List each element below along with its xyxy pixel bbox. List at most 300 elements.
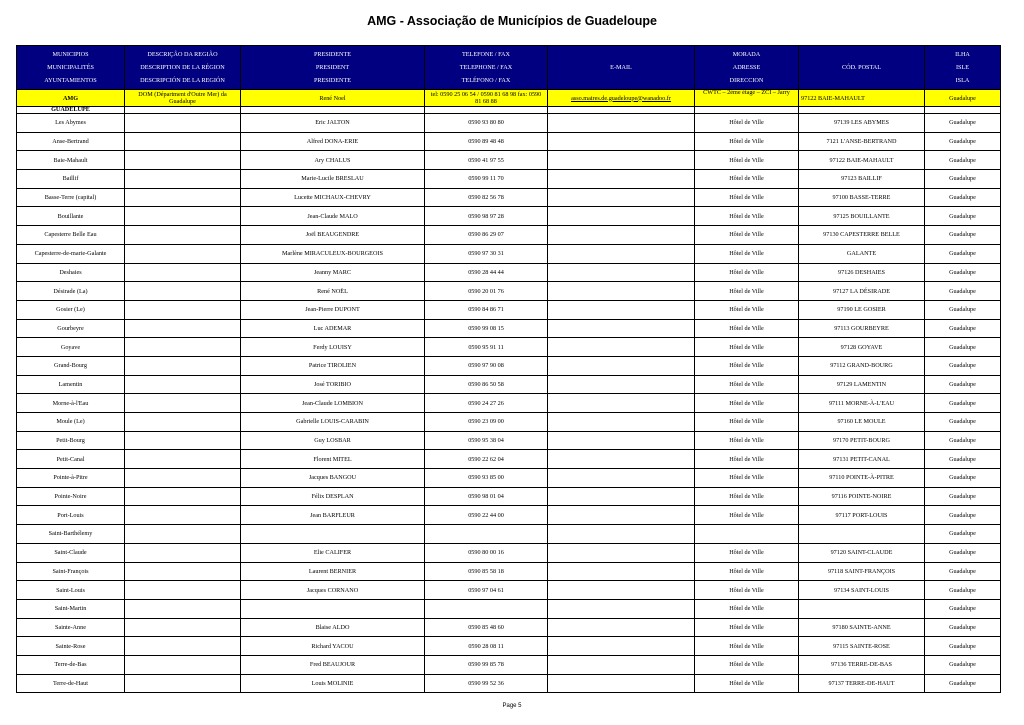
cell-phone: 0590 95 38 04	[425, 431, 548, 450]
table-row	[17, 338, 1001, 357]
cell-region	[125, 525, 241, 544]
cell-postal: 97116 POINTE-NOIRE	[799, 487, 925, 506]
table-row	[17, 450, 1001, 469]
cell-email[interactable]	[548, 431, 695, 450]
cell-president: Gabrielle LOUIS-CARABIN	[241, 413, 425, 432]
group-label-row	[17, 107, 1001, 114]
cell-president: Luc ADEMAR	[241, 319, 425, 338]
cell-postal: 97129 LAMENTIN	[799, 375, 925, 394]
cell-region	[125, 132, 241, 151]
cell-president: Elie CALIFER	[241, 543, 425, 562]
cell-island: Guadalupe	[925, 375, 1001, 394]
header-row	[17, 46, 1001, 90]
cell-municipality: Pointe-Noire	[17, 487, 125, 506]
cell-phone	[425, 599, 548, 618]
cell-address: Hôtel de Ville	[695, 282, 799, 301]
table-row	[17, 562, 1001, 581]
cell-president: Félix DESPLAN	[241, 487, 425, 506]
cell-address: Hôtel de Ville	[695, 674, 799, 693]
cell-address: Hôtel de Ville	[695, 188, 799, 207]
cell-postal: GALANTE	[799, 244, 925, 263]
cell-address: Hôtel de Ville	[695, 431, 799, 450]
table-row	[17, 263, 1001, 282]
cell-region	[125, 114, 241, 133]
cell-email[interactable]	[548, 132, 695, 151]
cell-phone: 0590 97 30 31	[425, 244, 548, 263]
cell-president: Jean-Claude LOMBION	[241, 394, 425, 413]
cell-address: Hôtel de Ville	[695, 151, 799, 170]
header-line: MORADA	[732, 51, 761, 58]
cell-region	[125, 282, 241, 301]
table-row	[17, 674, 1001, 693]
cell-island: Guadalupe	[925, 450, 1001, 469]
cell-phone: 0590 97 04 61	[425, 581, 548, 600]
cell-island: Guadalupe	[925, 562, 1001, 581]
cell-postal: 97122 BAIE-MAHAULT	[799, 151, 925, 170]
header-line: PRESIDENTE	[313, 77, 352, 84]
amg-address: CWTC – 2ème étage – ZCI – Jarry	[695, 90, 799, 107]
cell-island: Guadalupe	[925, 581, 1001, 600]
table-row	[17, 188, 1001, 207]
cell-island: Guadalupe	[925, 469, 1001, 488]
cell-email[interactable]	[548, 319, 695, 338]
cell-postal: 97123 BAILLIF	[799, 170, 925, 189]
cell-address: Hôtel de Ville	[695, 413, 799, 432]
cell-email[interactable]	[548, 282, 695, 301]
cell-region	[125, 599, 241, 618]
cell-phone: 0590 93 85 00	[425, 469, 548, 488]
cell-municipality: Baillif	[17, 170, 125, 189]
cell-email[interactable]	[548, 394, 695, 413]
page-number: Page 5	[502, 703, 522, 709]
cell-address: Hôtel de Ville	[695, 300, 799, 319]
cell-phone: 0590 93 80 80	[425, 114, 548, 133]
cell-president: Jacques CORNANO	[241, 581, 425, 600]
header-line: TELEFONE / FAX	[461, 51, 510, 58]
table-row	[17, 319, 1001, 338]
cell-postal	[799, 525, 925, 544]
header-email	[548, 46, 695, 90]
cell-postal	[799, 599, 925, 618]
cell-region	[125, 543, 241, 562]
cell-address: Hôtel de Ville	[695, 207, 799, 226]
cell-phone	[425, 525, 548, 544]
table-row	[17, 599, 1001, 618]
cell-postal: 97111 MORNE-À-L'EAU	[799, 394, 925, 413]
cell-region	[125, 581, 241, 600]
cell-island: Guadalupe	[925, 170, 1001, 189]
cell-island: Guadalupe	[925, 244, 1001, 263]
cell-president: Blaise ALDO	[241, 618, 425, 637]
cell-email[interactable]	[548, 207, 695, 226]
cell-address: Hôtel de Ville	[695, 562, 799, 581]
cell-municipality: Lamentin	[17, 375, 125, 394]
cell-region	[125, 431, 241, 450]
cell-email[interactable]	[548, 543, 695, 562]
cell-email[interactable]	[548, 300, 695, 319]
cell-municipality: Morne-à-l'Eau	[17, 394, 125, 413]
cell-email[interactable]	[548, 506, 695, 525]
cell-email[interactable]	[548, 114, 695, 133]
cell-president: Jean-Claude MALO	[241, 207, 425, 226]
cell-email[interactable]	[548, 655, 695, 674]
cell-email[interactable]	[548, 562, 695, 581]
cell-postal: 97127 LA DÉSIRADE	[799, 282, 925, 301]
table-row	[17, 655, 1001, 674]
cell-phone: 0590 85 58 18	[425, 562, 548, 581]
cell-president: Ferdy LOUISY	[241, 338, 425, 357]
cell-region	[125, 207, 241, 226]
cell-region	[125, 338, 241, 357]
cell-email[interactable]	[548, 356, 695, 375]
cell-email[interactable]	[548, 674, 695, 693]
cell-president: Jean BARFLEUR	[241, 506, 425, 525]
cell-email[interactable]	[548, 226, 695, 245]
cell-municipality: Saint-Claude	[17, 543, 125, 562]
cell-president: Laurent BERNIER	[241, 562, 425, 581]
header-line: DESCRIPCIÓN DE LA REGIÓN	[140, 77, 225, 84]
cell-postal: 97110 POINTE-À-PITRE	[799, 469, 925, 488]
table-row	[17, 282, 1001, 301]
cell-island: Guadalupe	[925, 263, 1001, 282]
cell-address: Hôtel de Ville	[695, 170, 799, 189]
cell-municipality: Petit-Canal	[17, 450, 125, 469]
cell-email[interactable]	[548, 263, 695, 282]
table-row	[17, 114, 1001, 133]
cell-island: Guadalupe	[925, 413, 1001, 432]
cell-municipality: Basse-Terre (capital)	[17, 188, 125, 207]
table-row	[17, 170, 1001, 189]
cell-municipality: Pointe-à-Pitre	[17, 469, 125, 488]
cell-island: Guadalupe	[925, 599, 1001, 618]
amg-row	[17, 90, 1001, 107]
cell-municipality: Sainte-Rose	[17, 637, 125, 656]
amg-email-link[interactable]: asso.maires.de.guadeloupe@wanadoo.fr	[548, 90, 695, 107]
header-phone	[425, 46, 548, 90]
cell-island: Guadalupe	[925, 282, 1001, 301]
cell-address: Hôtel de Ville	[695, 581, 799, 600]
cell-address: Hôtel de Ville	[695, 356, 799, 375]
cell-island: Guadalupe	[925, 487, 1001, 506]
cell-president: Jean-Pierre DUPONT	[241, 300, 425, 319]
cell-region	[125, 562, 241, 581]
cell-email[interactable]	[548, 450, 695, 469]
cell-postal: 97118 SAINT-FRANÇOIS	[799, 562, 925, 581]
cell-municipality: Anse-Bertrand	[17, 132, 125, 151]
table-row	[17, 581, 1001, 600]
header-municipality	[17, 46, 125, 90]
cell-address: Hôtel de Ville	[695, 114, 799, 133]
cell-postal: 97112 GRAND-BOURG	[799, 356, 925, 375]
cell-phone: 0590 24 27 26	[425, 394, 548, 413]
cell-region	[125, 226, 241, 245]
table-row	[17, 244, 1001, 263]
table-row	[17, 543, 1001, 562]
cell-president	[241, 599, 425, 618]
cell-phone: 0590 95 91 11	[425, 338, 548, 357]
cell-phone: 0590 22 62 04	[425, 450, 548, 469]
header-line: E-MAIL	[610, 64, 632, 71]
header-line: ADRESSE	[732, 64, 761, 71]
cell-phone: 0590 99 85 78	[425, 655, 548, 674]
cell-island: Guadalupe	[925, 618, 1001, 637]
cell-president: Jeanny MARC	[241, 263, 425, 282]
cell-municipality: Moule (Le)	[17, 413, 125, 432]
cell-president: Fred BEAUJOUR	[241, 655, 425, 674]
header-region	[125, 46, 241, 90]
cell-address: Hôtel de Ville	[695, 637, 799, 656]
cell-postal: 97100 BASSE-TERRE	[799, 188, 925, 207]
cell-phone: 0590 99 52 36	[425, 674, 548, 693]
cell-address: Hôtel de Ville	[695, 599, 799, 618]
cell-address: Hôtel de Ville	[695, 226, 799, 245]
cell-president: Alfred DONA-ERIE	[241, 132, 425, 151]
cell-postal: 97190 LE GOSIER	[799, 300, 925, 319]
cell-region	[125, 487, 241, 506]
table-row	[17, 413, 1001, 432]
cell-municipality: Port-Louis	[17, 506, 125, 525]
cell-phone: 0590 89 48 48	[425, 132, 548, 151]
cell-postal: 97117 PORT-LOUIS	[799, 506, 925, 525]
cell-island: Guadalupe	[925, 543, 1001, 562]
cell-region	[125, 356, 241, 375]
cell-municipality: Goyave	[17, 338, 125, 357]
amg-region: DOM (Départment d'Outre Mer) da Guadalupe	[125, 90, 241, 107]
header-line: ILHA	[955, 51, 970, 58]
cell-address: Hôtel de Ville	[695, 655, 799, 674]
cell-region	[125, 188, 241, 207]
table-row	[17, 525, 1001, 544]
header-line: DIRECCION	[729, 77, 764, 84]
cell-address: Hôtel de Ville	[695, 319, 799, 338]
header-line: PRESIDENTE	[313, 51, 352, 58]
cell-email[interactable]	[548, 170, 695, 189]
table-row	[17, 637, 1001, 656]
cell-email[interactable]	[548, 581, 695, 600]
cell-president: José TORIBIO	[241, 375, 425, 394]
table-row	[17, 300, 1001, 319]
cell-island: Guadalupe	[925, 132, 1001, 151]
cell-island: Guadalupe	[925, 207, 1001, 226]
cell-postal: 97128 GOYAVE	[799, 338, 925, 357]
cell-region	[125, 413, 241, 432]
cell-phone: 0590 80 00 16	[425, 543, 548, 562]
cell-municipality: Terre-de-Bas	[17, 655, 125, 674]
cell-phone: 0590 99 11 70	[425, 170, 548, 189]
cell-postal: 97130 CAPESTERRE BELLE	[799, 226, 925, 245]
cell-island: Guadalupe	[925, 637, 1001, 656]
cell-phone: 0590 97 90 08	[425, 356, 548, 375]
cell-municipality: Capesterre-de-marie-Galante	[17, 244, 125, 263]
cell-municipality: Saint-Martin	[17, 599, 125, 618]
cell-president: Florent MITEL	[241, 450, 425, 469]
cell-region	[125, 618, 241, 637]
table-row	[17, 226, 1001, 245]
amg-postal: 97122 BAIE-MAHAULT	[799, 90, 925, 107]
cell-municipality: Grand-Bourg	[17, 356, 125, 375]
header-line: DESCRIPTION DE LA RÉGION	[140, 64, 225, 71]
cell-phone: 0590 98 01 04	[425, 487, 548, 506]
header-line: ISLE	[955, 64, 970, 71]
table-row	[17, 356, 1001, 375]
cell-municipality: Gosier (Le)	[17, 300, 125, 319]
table-row	[17, 487, 1001, 506]
table-row	[17, 618, 1001, 637]
cell-phone: 0590 23 09 00	[425, 413, 548, 432]
cell-address: Hôtel de Ville	[695, 506, 799, 525]
table-row	[17, 151, 1001, 170]
cell-region	[125, 674, 241, 693]
cell-postal: 97136 TERRE-DE-BAS	[799, 655, 925, 674]
amg-name: AMG	[17, 90, 125, 107]
cell-phone: 0590 98 97 28	[425, 207, 548, 226]
cell-island: Guadalupe	[925, 300, 1001, 319]
group-label: GUADELUPE	[17, 107, 125, 114]
cell-president: René NOËL	[241, 282, 425, 301]
cell-address: Hôtel de Ville	[695, 394, 799, 413]
cell-phone: 0590 20 01 76	[425, 282, 548, 301]
cell-address: Hôtel de Ville	[695, 132, 799, 151]
cell-postal: 97180 SAINTE-ANNE	[799, 618, 925, 637]
cell-email[interactable]	[548, 469, 695, 488]
cell-region	[125, 170, 241, 189]
cell-postal: 97137 TERRE-DE-HAUT	[799, 674, 925, 693]
cell-municipality: Baie-Mahault	[17, 151, 125, 170]
cell-address	[695, 525, 799, 544]
cell-address: Hôtel de Ville	[695, 487, 799, 506]
cell-region	[125, 375, 241, 394]
table-row	[17, 469, 1001, 488]
cell-postal: 97126 DESHAIES	[799, 263, 925, 282]
cell-municipality: Gourbeyre	[17, 319, 125, 338]
cell-municipality: Saint-François	[17, 562, 125, 581]
cell-email[interactable]	[548, 637, 695, 656]
cell-island: Guadalupe	[925, 338, 1001, 357]
cell-region	[125, 319, 241, 338]
cell-island: Guadalupe	[925, 114, 1001, 133]
cell-email[interactable]	[548, 244, 695, 263]
header-line: CÓD. POSTAL	[841, 64, 882, 71]
cell-island: Guadalupe	[925, 394, 1001, 413]
header-postal	[799, 46, 925, 90]
cell-email[interactable]	[548, 188, 695, 207]
cell-address: Hôtel de Ville	[695, 338, 799, 357]
cell-phone: 0590 28 08 11	[425, 637, 548, 656]
cell-island: Guadalupe	[925, 431, 1001, 450]
header-president	[241, 46, 425, 90]
table-row	[17, 207, 1001, 226]
cell-address: Hôtel de Ville	[695, 618, 799, 637]
cell-email[interactable]	[548, 151, 695, 170]
cell-address: Hôtel de Ville	[695, 450, 799, 469]
cell-municipality: Saint-Louis	[17, 581, 125, 600]
cell-president: Marlène MIRACULEUX-BOURGEOIS	[241, 244, 425, 263]
cell-president: Louis MOLINIE	[241, 674, 425, 693]
amg-island: Guadalupe	[925, 90, 1001, 107]
cell-island: Guadalupe	[925, 188, 1001, 207]
cell-island: Guadalupe	[925, 319, 1001, 338]
cell-address: Hôtel de Ville	[695, 543, 799, 562]
header-line: AYUNTAMIENTOS	[44, 77, 97, 84]
table-row	[17, 375, 1001, 394]
cell-email[interactable]	[548, 375, 695, 394]
cell-president: Marie-Lucile BRESLAU	[241, 170, 425, 189]
cell-address: Hôtel de Ville	[695, 375, 799, 394]
cell-president: Eric JALTON	[241, 114, 425, 133]
amg-president: René Noel	[241, 90, 425, 107]
table-row	[17, 431, 1001, 450]
cell-island: Guadalupe	[925, 151, 1001, 170]
cell-region	[125, 506, 241, 525]
table-row	[17, 394, 1001, 413]
cell-municipality: Désirade (La)	[17, 282, 125, 301]
cell-phone: 0590 41 97 55	[425, 151, 548, 170]
header-line: MUNICIPIOS	[52, 51, 89, 58]
cell-municipality: Terre-de-Haut	[17, 674, 125, 693]
cell-municipality: Capesterre Belle Eau	[17, 226, 125, 245]
cell-phone: 0590 28 44 44	[425, 263, 548, 282]
amg-phone: tel: 0590 25 06 54 / 0590 81 68 98 fax: 0590 81 68 88	[425, 90, 548, 107]
cell-president: Patrice TIROLIEN	[241, 356, 425, 375]
header-line: DESCRIÇÃO DA REGIÃO	[147, 51, 218, 58]
cell-municipality: Sainte-Anne	[17, 618, 125, 637]
cell-phone: 0590 84 86 71	[425, 300, 548, 319]
header-line: ISLA	[955, 77, 970, 84]
cell-postal: 97120 SAINT-CLAUDE	[799, 543, 925, 562]
cell-president	[241, 525, 425, 544]
cell-president: Lucette MICHAUX-CHEVRY	[241, 188, 425, 207]
cell-email[interactable]	[548, 599, 695, 618]
cell-island: Guadalupe	[925, 226, 1001, 245]
table-row	[17, 506, 1001, 525]
cell-address: Hôtel de Ville	[695, 244, 799, 263]
cell-postal: 97131 PETIT-CANAL	[799, 450, 925, 469]
header-line: MUNICIPALITÉS	[47, 64, 94, 71]
cell-president: Richard YACOU	[241, 637, 425, 656]
cell-island: Guadalupe	[925, 525, 1001, 544]
header-line: TELEPHONE / FAX	[459, 64, 513, 71]
cell-email[interactable]	[548, 413, 695, 432]
cell-email[interactable]	[548, 618, 695, 637]
cell-president: Ary CHALUS	[241, 151, 425, 170]
cell-email[interactable]	[548, 338, 695, 357]
cell-phone: 0590 22 44 00	[425, 506, 548, 525]
cell-island: Guadalupe	[925, 655, 1001, 674]
cell-postal: 97113 GOURBEYRE	[799, 319, 925, 338]
header-line: TELÉFONO / FAX	[461, 77, 511, 84]
cell-phone: 0590 86 29 07	[425, 226, 548, 245]
cell-municipality: Bouillante	[17, 207, 125, 226]
cell-phone: 0590 82 56 78	[425, 188, 548, 207]
header-address	[695, 46, 799, 90]
cell-postal: 97134 SAINT-LOUIS	[799, 581, 925, 600]
cell-email[interactable]	[548, 525, 695, 544]
cell-municipality: Saint-Barthélemy	[17, 525, 125, 544]
cell-region	[125, 637, 241, 656]
cell-email[interactable]	[548, 487, 695, 506]
header-line: PRESIDENT	[315, 64, 350, 71]
cell-municipality: Petit-Bourg	[17, 431, 125, 450]
cell-region	[125, 263, 241, 282]
cell-phone: 0590 99 08 15	[425, 319, 548, 338]
page-title: AMG - Associação de Municípios de Guadeloupe	[367, 14, 657, 28]
cell-postal: 97160 LE MOULE	[799, 413, 925, 432]
table-row	[17, 132, 1001, 151]
cell-region	[125, 655, 241, 674]
cell-municipality: Les Abymes	[17, 114, 125, 133]
cell-president: Jacques BANGOU	[241, 469, 425, 488]
cell-island: Guadalupe	[925, 506, 1001, 525]
